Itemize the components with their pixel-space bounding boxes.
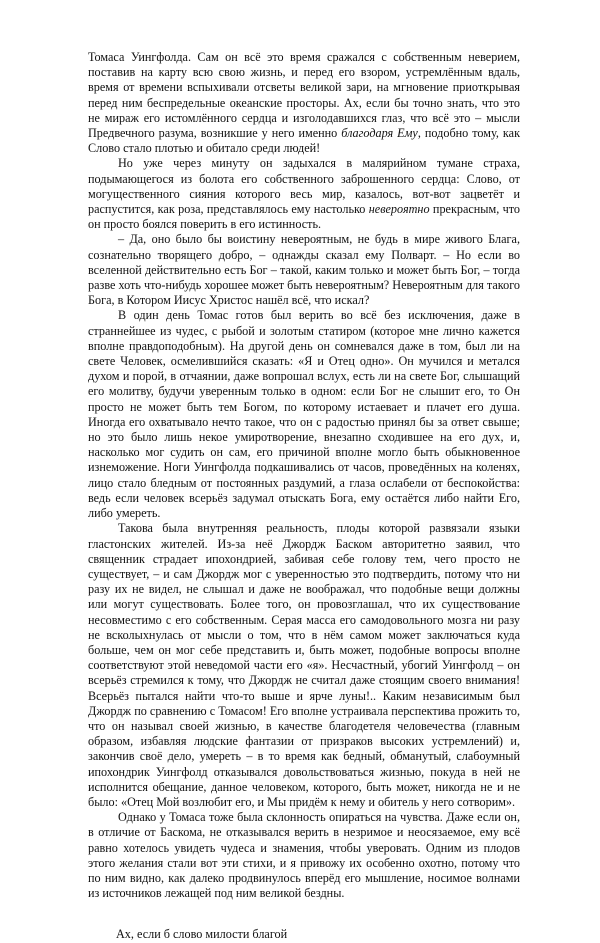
italic-text: невероятно [368,202,430,217]
paragraph [88,521,520,810]
paragraph-text: Такова была внутренняя реальность, плоды которой развязали языки гластонских жителей. Из-за неё Джордж Баском авторитетно заявил, что священник страдает ипохондрией, забивая себе голову тем, чего просто не существует, – и сам Джордж мог с уверенностью это подтвердить, потому что ни разу их не видел, не слышал и даже не воображал, что подобные вещи должны или могут существовать. Более того, он провозглашал, что их существование несовместимо с его собственным. Серая масса его самодовольного мозга ни разу не всколыхнулась от мысли о том, что в нём самом может заключаться куда больше, чем он мог себе представить и, быть может, подобные вопросы вполне соответствуют этой неведомой части его «я». Несчастный, убогий Уингфолд – он всерьёз стремился к тому, что Джордж не считал даже стоящим своего внимания! Всерьёз пытался найти что-то выше и ярче луны!.. Каким независимым был Джордж по сравнению с Томасом! Его вполне устраивала перспектива прожить то, что он называл своей жизнью, в качестве благодетеля человечества (главным образом, избавляя людские фантазии от призраков высоких устремлений) и, закончив своё дело, умереть – в то время как бедный, обманутый, слабоумный ипохондрик Уингфолд отказывался довольствоваться жизнью, покуда в ней не исполнится обещание, данное человеком, которого, быть может, никогда не и не было: «Отец Мой возлюбит его, и Мы придём к нему и обитель у него сотворим». [88,521,520,809]
paragraph [88,308,520,521]
paragraph [88,50,520,156]
paragraph-text: – Да, оно было бы воистину невероятным, не будь в мире живого Блага, сознательно творящего добро, – однажды сказал ему Полварт. – Но если во вселенной действительно есть Бог – такой, каким только и может быть Бог, – тогда разве хоть что-нибудь хорошее может быть невероятным? Невероятным для такого Бога, в Котором Иисус Христос нашёл всё, что искал? [88,232,520,308]
paragraph-text: Томаса Уингфолда. Сам он всё это время сражался с собственным неверием, поставив на карту всю свою жизнь, и перед его взором, устремлённым вдаль, время от времени вспыхивали отсветы великой зари, на мгновение приоткрывая перед ним беспредельные океанские просторы. Ах, если бы точно знать, что это не мираж его истомлённого сердца и изголодавшихся глаз, что всё это – мысли Предвечного разума, возникшие у него именно [88,50,520,141]
paragraph-text: Однако у Томаса тоже была склонность опираться на чувства. Даже если он, в отличие от Баскома, не отказывался верить в незримое и неосязаемое, ему всё равно хотелось увидеть чудеса и знамения, чтобы уверовать. Одним из плодов этого желания стали вот эти стихи, и я привожу их особенно охотно, потому что по ним видно, как далеко продвинулось вперёд его мышление, носимое волнами из источников лежащей под ним великой бездны. [88,810,520,901]
paragraph [88,156,520,232]
document-page [88,50,520,943]
paragraph [88,232,520,308]
paragraph-text: Но уже через минуту он задыхался в малярийном тумане страха, подымающегося из болота его собственного заброшенного сердца: Слово, от могущественного сияния которого весь мир, казалось, вот-вот зацветёт и распустится, как роза, представлялось ему настолько [88,156,520,217]
paragraph-text: , подобно тому, как Слово стало плотью и обитало среди людей! [88,126,520,156]
italic-text: благодаря Ему [341,126,418,141]
verse-line: Ах, если б слово милости благой [116,927,288,942]
paragraph-text: прекрасным, что он просто боялся поверить в его истинность. [88,202,520,232]
paragraph [88,810,520,901]
paragraph-text: В один день Томас готов был верить во всё без исключения, даже в страннейшее из чудес, с рыбой и золотым статиром (которое мне лично кажется вполне правдоподобным). На другой день он сомневался даже в том, был ли на свете Человек, осмелившийся сказать: «Я и Отец одно». Он мучился и метался духом и порой, в отчаянии, даже вопрошал вслух, есть ли на свете Бог, слышащий его молитву, будучи уверенным только в одном: если Бог не слышит его, то Он просто не может быть тем Богом, по которому истаевает и плачет его душа. Иногда его охватывало нечто такое, что он с радостью принял бы за ответ свыше; но это было лишь некое умиротворение, внезапно сходившее на его дух, и, насколько мог судить он сам, его причиной вполне могло быть обыкновенное изнеможение. Ноги Уингфолда подкашивались от часов, проведённых на коленях, лицо стало бледным от постоянных раздумий, а глаза ослабели от беспокойства: ведь если человек всерьёз задумал отыскать Бога, ему остаётся либо найти Его, либо умереть. [88,308,520,521]
verse-spacer [88,901,520,927]
